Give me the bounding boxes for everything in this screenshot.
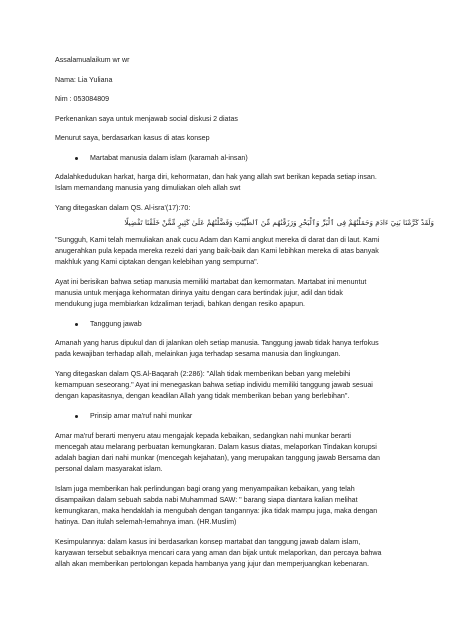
bullet-dot bbox=[75, 415, 78, 418]
text-line: pada kewajiban terhadap allah, melainkan juga terhadap sesama manusia dan lingkungan. bbox=[55, 350, 341, 358]
paragraph-amanah bbox=[55, 338, 434, 360]
text-line: Yang ditegaskan dalam QS.Al-Baqarah (2:286): "Allah tidak memberikan beban yang melebihi bbox=[55, 370, 351, 378]
text-line: kemungkaran, maka hendaklah ia mengubah dengan tangannya: jika tidak mampu juga, maka dengan bbox=[55, 506, 378, 515]
bullet-label: Tanggung jawab bbox=[90, 319, 142, 328]
student-name: Nama: Lia Yuliana bbox=[55, 75, 113, 84]
bullet-amar-maruf bbox=[55, 411, 434, 422]
text-line: disampaikan dalam sebuah sabda nabi Muhammad SAW: " barang siapa diantara kalian melihat bbox=[55, 495, 358, 504]
paragraph-conclusion bbox=[55, 537, 434, 570]
text-line: Islam juga memberikan hak perlindungan bagi orang yang menyampaikan kebaikan, yang telah bbox=[55, 484, 355, 493]
paragraph-hadith bbox=[55, 484, 434, 528]
text-line: karyawan tersebut sebaiknya mencari cara yang aman dan bijak untuk melaporkan, dan percaya bahwa bbox=[55, 548, 382, 557]
bullet-martabat bbox=[55, 153, 434, 164]
text-line: Kesimpulannya: dalam kasus ini berdasarkan konsep martabat dan tanggung jawab dalam islam, bbox=[55, 537, 361, 546]
text-line: hatinya. Dan itulah selemah-lemahnya iman. (HR.Muslim) bbox=[55, 517, 237, 526]
text-line: makhluk yang Kami ciptakan dengan kelebihan yang sempurna". bbox=[55, 257, 259, 266]
paragraph-martabat-definition bbox=[55, 172, 434, 194]
text-line: Ayat ini berisikan bahwa setiap manusia memiliki martabat dan kemormatan. Martabat ini menuntut bbox=[55, 277, 367, 286]
text-line: "Sungguh, Kami telah memuliakan anak cucu Adam dan Kami angkut mereka di darat dan di laut. Kami bbox=[55, 235, 380, 244]
intro-text: Perkenankan saya untuk menjawab social diskusi 2 diatas bbox=[55, 114, 238, 123]
text-line: Amanah yang harus dipukul dan di jalankan oleh setiap manusia. Tanggung jawab tidak hanya terfokus bbox=[55, 339, 379, 347]
text-line: mencegah atau melarang perbuatan kemungkaran. Dalam kasus diatas, melaporkan Tindakan korupsi bbox=[55, 442, 377, 451]
bullet-label: Prinsip amar ma'ruf nahi munkar bbox=[90, 412, 193, 420]
text-line: Islam memandang manusia yang dimuliakan oleh allah swt bbox=[55, 184, 241, 192]
paragraph-verse-translation bbox=[55, 235, 434, 268]
paragraph-amar-maruf bbox=[55, 431, 434, 475]
text-line: Adalahkedudukan harkat, harga diri, kehormatan, dan hak yang allah swt berikan kepada setiap insan. bbox=[55, 173, 377, 181]
text-line: allah akan memberikan pertolongan kepada hambanya yang jujur dan memperjuangkan kebenaran. bbox=[55, 559, 369, 568]
text-line: dengan kapasitasnya, dengan keadilan Allah yang tidak memberikan beban yang berlebihan". bbox=[55, 392, 350, 400]
greeting: Assalamualaikum wr wr bbox=[55, 56, 130, 64]
text-line: Amar ma'ruf berarti menyeru atau mengajak kepada kebaikan, sedangkan nahi munkar berarti bbox=[55, 431, 351, 440]
text-line: kemampuan seseorang." Ayat ini menegaskan bahwa setiap individu memiliki tanggung jawab sesuai bbox=[55, 381, 373, 389]
paragraph-verse-meaning bbox=[55, 277, 434, 310]
text-line: personal dalam masyarakat islam. bbox=[55, 464, 163, 473]
arabic-verse: وَلَقَدْ كَرَّمْنَا بَنِيٓ ءَادَمَ وَحَمَلْنَٰهُمْ فِى ٱلْبَرِّ وَٱلْبَحْرِ وَرَزَقْنَٰهُم مِّنَ ٱلطَّيِّبَٰتِ وَفَضَّلْنَٰهُمْ عَلَىٰ كَثِيرٍ مِّمَّنْ خَلَقْنَا تَفْضِيلًا bbox=[124, 217, 434, 227]
text-line: mendukung juga membiarkan kdzaliman terjadi, bahkan dengan resiko apapun. bbox=[55, 299, 306, 308]
text-line: adalah bagian dari nahi munkar (mencegah kejahatan), yang merupakan tanggung jawab Bersama dan bbox=[55, 453, 380, 462]
bullet-tanggung-jawab bbox=[55, 319, 434, 330]
verse-intro: Yang ditegaskan dalam QS. Al-isra'(17):70: bbox=[55, 204, 191, 212]
bullet-dot bbox=[75, 157, 78, 160]
bullet-dot bbox=[75, 323, 78, 326]
opinion-text: Menurut saya, berdasarkan kasus di atas konsep bbox=[55, 134, 210, 142]
text-line: anugerahkan pula kepada mereka rezeki dari yang baik-baik dan Kami lebihkan mereka di atas banyak bbox=[55, 246, 379, 255]
bullet-label: Martabat manusia dalam islam (karamah al-insan) bbox=[90, 153, 248, 162]
paragraph-al-baqarah bbox=[55, 369, 434, 402]
text-line: manusia untuk menjaga kehormatan dirinya yaitu dengan cara bertindak jujur, adil dan tidak bbox=[55, 288, 343, 297]
student-nim: Nim : 053084809 bbox=[55, 95, 110, 103]
